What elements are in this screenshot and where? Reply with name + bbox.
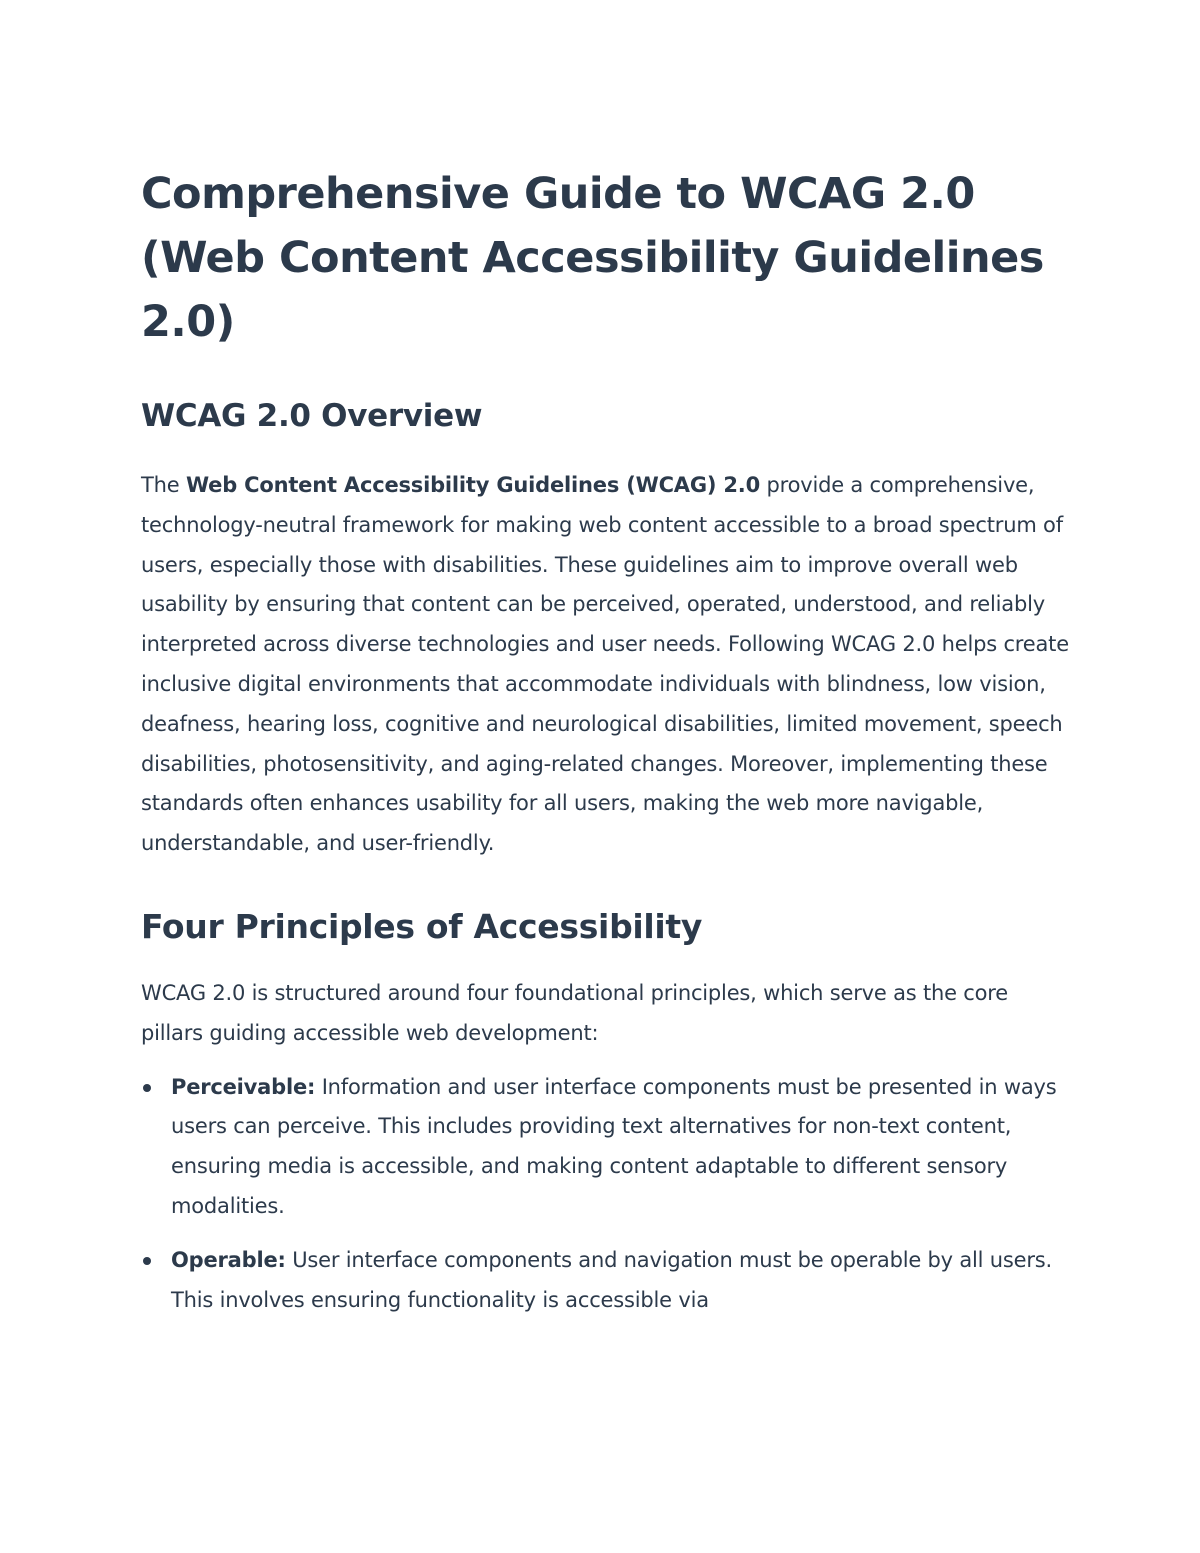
section-heading-overview: WCAG 2.0 Overview bbox=[141, 398, 483, 434]
principles-list bbox=[141, 1068, 1071, 1321]
overview-intro-rest: provide a comprehensive, technology-neutral framework for making web content accessible to a broad spectrum of users, especially those with disabilities. These guidelines aim to improve overall web usability by ensuring that content can be perceived, operated, understood, and reliably interpreted across diverse technologies and user needs. Following WCAG 2.0 helps create inclusive digital environments that accommodate individuals with blindness, low vision, deafness, hearing loss, cognitive and neurological disabilities, limited movement, speech disabilities, photosensitivity, and aging-related changes. Moreover, implementing these standards often enhances usability for all users, making the web more navigable, understandable, and user-friendly. bbox=[141, 473, 1069, 856]
overview-intro-bold: Web Content Accessibility Guidelines (WCAG) 2.0 bbox=[185, 473, 760, 497]
bullet-icon bbox=[143, 1257, 151, 1265]
overview-paragraph bbox=[141, 466, 1071, 864]
principle-term: Perceivable: bbox=[171, 1074, 316, 1099]
bullet-icon bbox=[143, 1084, 151, 1092]
document-page bbox=[141, 162, 1071, 1334]
principle-term: Operable: bbox=[171, 1247, 286, 1272]
section-heading-principles: Four Principles of Accessibility bbox=[141, 906, 703, 946]
principle-description: Information and user interface components must be presented in ways users can perceive. This includes providing text alternatives for non-text content, ensuring media is accessible, and making content adaptable to different sensory modalities. bbox=[171, 1074, 1057, 1218]
list-item bbox=[141, 1241, 1071, 1321]
list-item bbox=[141, 1068, 1071, 1227]
principle-description: User interface components and navigation must be operable by all users. This involves ensuring functionality is accessible via bbox=[171, 1247, 1052, 1312]
document-title: Comprehensive Guide to WCAG 2.0 (Web Content Accessibility Guidelines 2.0) bbox=[141, 169, 1044, 347]
principles-intro-paragraph: WCAG 2.0 is structured around four foundational principles, which serve as the core pillars guiding accessible web development: bbox=[141, 980, 1008, 1045]
overview-intro-prefix: The bbox=[141, 473, 186, 497]
